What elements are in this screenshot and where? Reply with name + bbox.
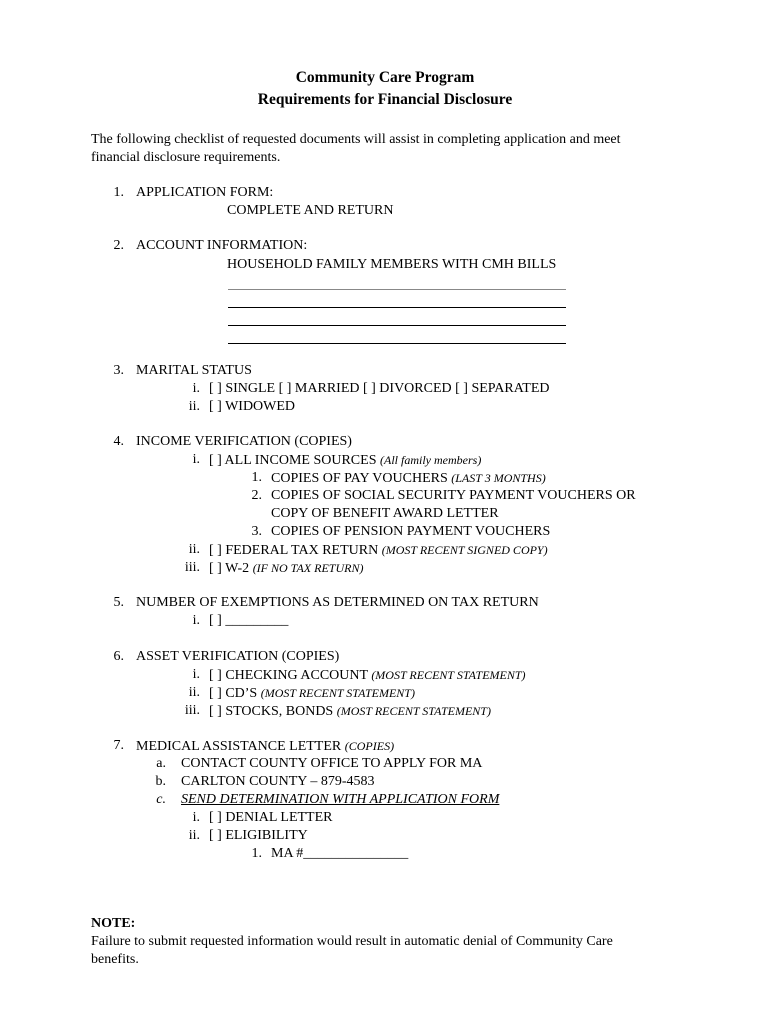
- item-letter: c.: [156, 792, 166, 807]
- item-numeral: i.: [192, 810, 200, 825]
- section-3-title: MARITAL STATUS: [136, 363, 252, 378]
- blank-line: [228, 307, 566, 308]
- section-4-title: INCOME VERIFICATION (COPIES): [136, 434, 352, 449]
- blank-line: [228, 343, 566, 344]
- widowed-option: [ ] WIDOWED: [209, 399, 296, 414]
- checking-item: [ ] CHECKING ACCOUNT (MOST RECENT STATEMENT): [209, 668, 526, 683]
- note-label: NOTE:: [91, 916, 136, 931]
- item-numeral: ii.: [188, 399, 200, 414]
- income-sources-item: [ ] ALL INCOME SOURCES (All family members): [209, 453, 482, 468]
- document-subtitle: Requirements for Financial Disclosure: [257, 91, 513, 108]
- cd-item: [ ] CD’S (MOST RECENT STATEMENT): [209, 686, 415, 701]
- item-letter: b.: [155, 774, 166, 789]
- blank-line: [228, 289, 566, 290]
- blank-line: [228, 325, 566, 326]
- social-security-item-cont: COPY OF BENEFIT AWARD LETTER: [271, 506, 499, 521]
- intro-line-2: financial disclosure requirements.: [91, 150, 281, 165]
- section-6-title: ASSET VERIFICATION (COPIES): [136, 649, 340, 664]
- item-letter: a.: [156, 756, 166, 771]
- w2-item: [ ] W-2 (IF NO TAX RETURN): [209, 561, 364, 576]
- section-2-number: 2.: [113, 238, 124, 253]
- section-7-number: 7.: [113, 738, 124, 753]
- section-4-number: 4.: [113, 434, 124, 449]
- note-line-1: Failure to submit requested information would result in automatic denial of Community Care: [91, 934, 613, 949]
- section-1-detail: COMPLETE AND RETURN: [227, 203, 394, 218]
- pay-vouchers-item: COPIES OF PAY VOUCHERS (LAST 3 MONTHS): [271, 471, 546, 486]
- item-numeral: i.: [192, 381, 200, 396]
- section-6-number: 6.: [113, 649, 124, 664]
- section-5-number: 5.: [113, 595, 124, 610]
- item-numeral: i.: [192, 613, 200, 628]
- pension-item: COPIES OF PENSION PAYMENT VOUCHERS: [271, 524, 551, 539]
- exemptions-blank: [ ] _________: [209, 613, 289, 628]
- send-determination-item: SEND DETERMINATION WITH APPLICATION FORM: [181, 792, 500, 807]
- sub-number: 1.: [251, 470, 262, 485]
- intro-line-1: The following checklist of requested documents will assist in completing application and meet: [91, 132, 621, 147]
- section-2-detail: HOUSEHOLD FAMILY MEMBERS WITH CMH BILLS: [227, 257, 557, 272]
- ma-number-blank: MA #_______________: [271, 846, 409, 861]
- contact-county-item: CONTACT COUNTY OFFICE TO APPLY FOR MA: [181, 756, 483, 771]
- social-security-item: COPIES OF SOCIAL SECURITY PAYMENT VOUCHERS OR: [271, 488, 636, 503]
- eligibility-item: [ ] ELIGIBILITY: [209, 828, 308, 843]
- marital-options: [ ] SINGLE [ ] MARRIED [ ] DIVORCED [ ] SEPARATED: [209, 381, 550, 396]
- section-5-title: NUMBER OF EXEMPTIONS AS DETERMINED ON TAX RETURN: [136, 595, 539, 610]
- stocks-item: [ ] STOCKS, BONDS (MOST RECENT STATEMENT): [209, 704, 491, 719]
- item-numeral: iii.: [184, 703, 200, 718]
- section-2-title: ACCOUNT INFORMATION:: [136, 238, 308, 253]
- item-numeral: i.: [192, 452, 200, 467]
- item-numeral: ii.: [188, 828, 200, 843]
- note-line-2: benefits.: [91, 952, 139, 967]
- denial-letter-item: [ ] DENIAL LETTER: [209, 810, 333, 825]
- carlton-county-item: CARLTON COUNTY – 879-4583: [181, 774, 375, 789]
- item-numeral: iii.: [184, 560, 200, 575]
- section-7-title: MEDICAL ASSISTANCE LETTER (COPIES): [136, 739, 395, 754]
- section-3-number: 3.: [113, 363, 124, 378]
- sub-number: 1.: [251, 846, 262, 861]
- sub-number: 2.: [251, 488, 262, 503]
- item-numeral: ii.: [188, 685, 200, 700]
- federal-tax-item: [ ] FEDERAL TAX RETURN (MOST RECENT SIGNED COPY): [209, 543, 548, 558]
- document-title: Community Care Program: [295, 69, 475, 86]
- sub-number: 3.: [251, 524, 262, 539]
- item-numeral: ii.: [188, 542, 200, 557]
- section-1-number: 1.: [113, 185, 124, 200]
- item-numeral: i.: [192, 667, 200, 682]
- section-1-title: APPLICATION FORM:: [136, 185, 274, 200]
